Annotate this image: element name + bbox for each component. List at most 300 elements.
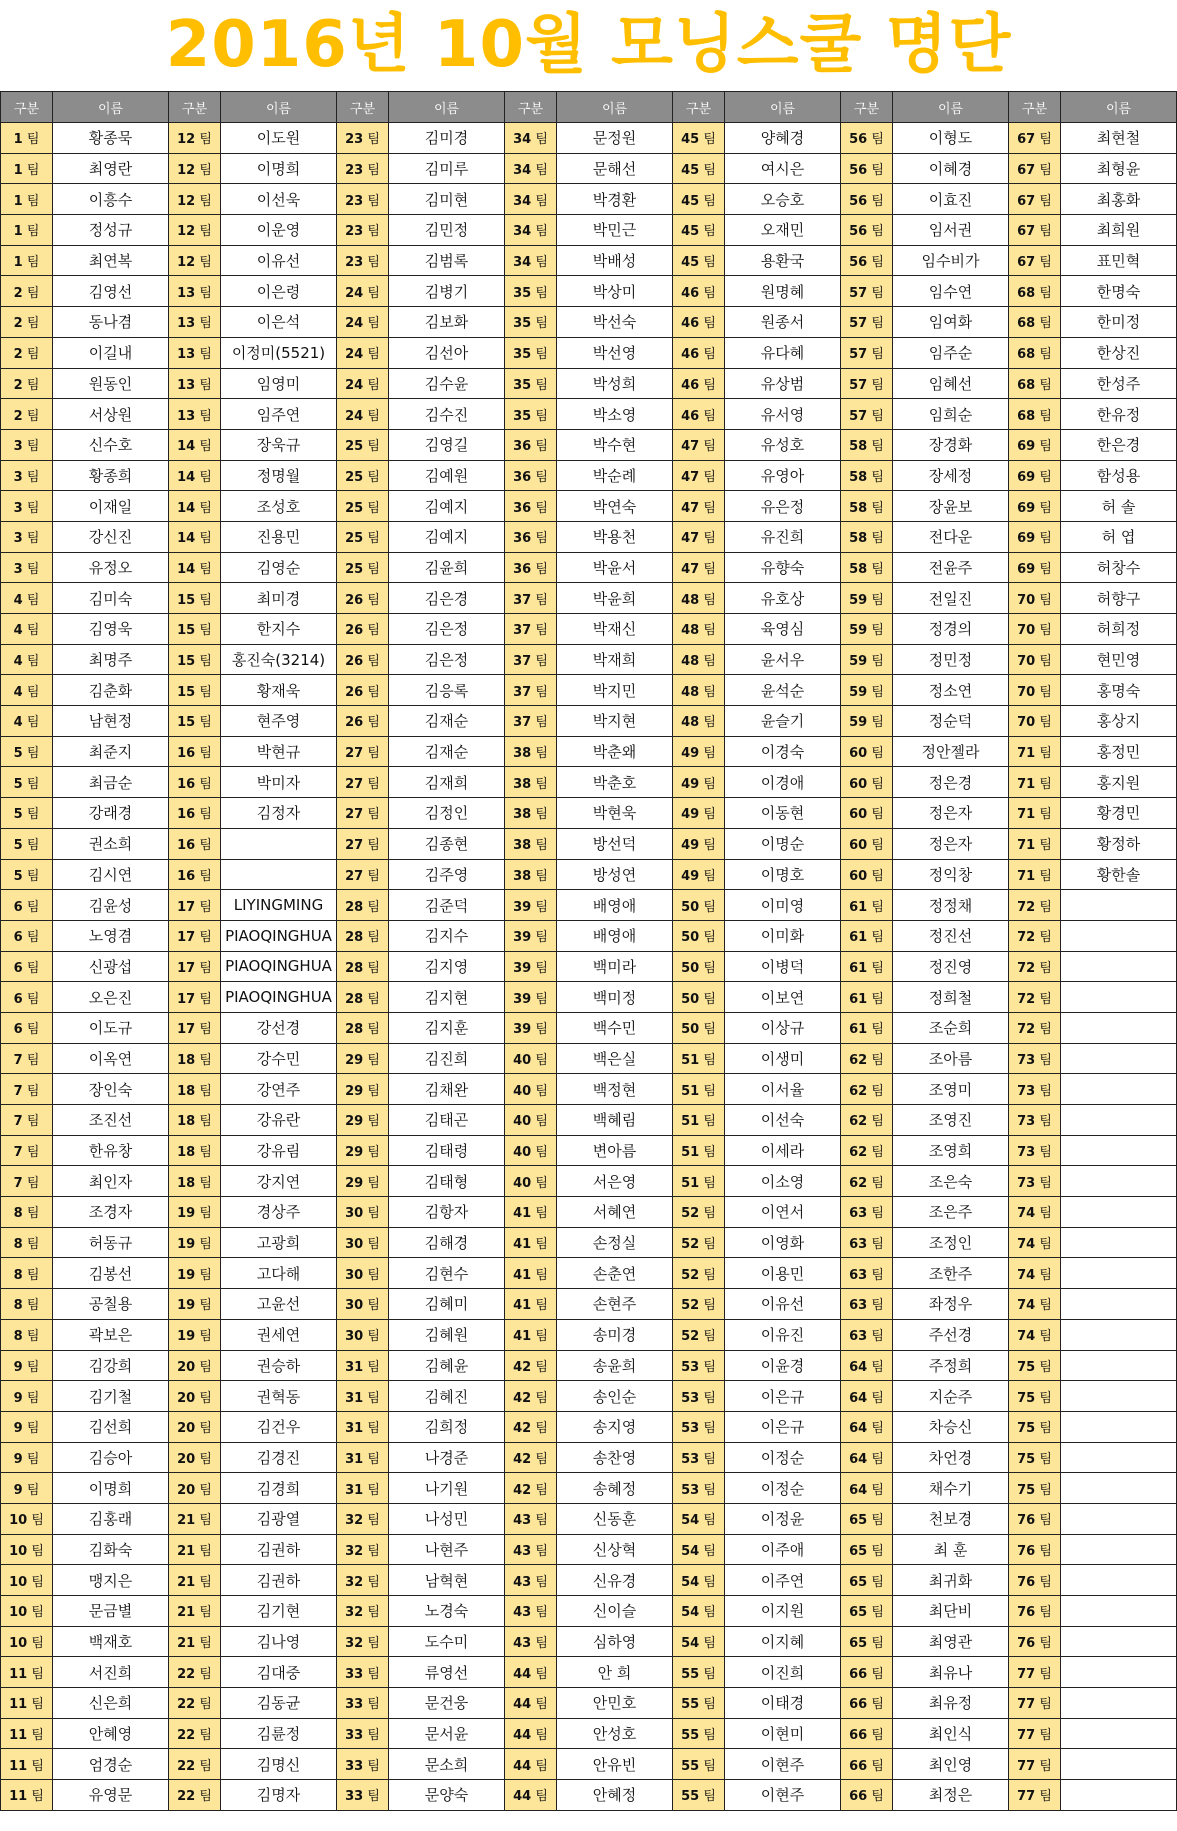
team-cell xyxy=(337,337,389,368)
team-suffix: 팀 xyxy=(31,1789,44,1805)
member-name xyxy=(1061,951,1177,982)
team-cell xyxy=(169,215,221,246)
team-suffix: 팀 xyxy=(535,1451,548,1467)
member-name: 정은자 xyxy=(893,798,1009,829)
member-name: 주정희 xyxy=(893,1350,1009,1381)
team-cell xyxy=(1,614,53,645)
member-name xyxy=(1061,1657,1177,1688)
team-suffix: 팀 xyxy=(871,960,884,976)
team-number: 65 xyxy=(849,1636,868,1652)
team-cell xyxy=(1009,1503,1061,1534)
member-name: 이도원 xyxy=(221,123,337,154)
member-name: 박재신 xyxy=(557,614,673,645)
team-number: 72 xyxy=(1017,1022,1036,1038)
team-number: 76 xyxy=(1017,1636,1036,1652)
table-row xyxy=(1,552,1177,583)
team-number: 45 xyxy=(681,255,700,271)
member-name: 황한솔 xyxy=(1061,859,1177,890)
team-number: 66 xyxy=(849,1728,868,1744)
table-row xyxy=(1,583,1177,614)
team-suffix: 팀 xyxy=(26,469,40,485)
team-suffix: 팀 xyxy=(26,439,40,455)
member-name: 김민정 xyxy=(389,215,505,246)
member-name: 홍명숙 xyxy=(1061,675,1177,706)
team-suffix: 팀 xyxy=(199,255,212,271)
team-suffix: 팀 xyxy=(1039,1513,1052,1529)
team-cell xyxy=(673,1780,725,1811)
table-row xyxy=(1,982,1177,1013)
member-name xyxy=(1061,890,1177,921)
team-cell xyxy=(1,1105,53,1136)
team-cell xyxy=(505,1534,557,1565)
member-name: 김시연 xyxy=(53,859,169,890)
team-number: 28 xyxy=(345,991,364,1007)
member-name: 김미루 xyxy=(389,153,505,184)
team-cell xyxy=(673,368,725,399)
team-cell xyxy=(337,1012,389,1043)
team-suffix: 팀 xyxy=(871,1083,884,1099)
team-suffix: 팀 xyxy=(871,1574,884,1590)
team-cell xyxy=(1009,399,1061,430)
team-suffix: 팀 xyxy=(1039,1052,1052,1068)
team-cell xyxy=(1009,337,1061,368)
team-suffix: 팀 xyxy=(199,715,212,731)
header-group-6: 구분 xyxy=(841,92,893,123)
member-name: 조진선 xyxy=(53,1105,169,1136)
team-cell xyxy=(673,1319,725,1350)
team-cell xyxy=(1,1411,53,1442)
member-name: 김나영 xyxy=(221,1626,337,1657)
team-cell xyxy=(505,798,557,829)
team-suffix: 팀 xyxy=(1039,1206,1052,1222)
table-row xyxy=(1,828,1177,859)
team-cell xyxy=(505,1197,557,1228)
team-cell xyxy=(1,1657,53,1688)
team-number: 13 xyxy=(177,347,196,363)
team-suffix: 팀 xyxy=(703,1114,716,1130)
team-suffix: 팀 xyxy=(871,1359,884,1375)
team-cell xyxy=(1009,245,1061,276)
member-name: 신유경 xyxy=(557,1565,673,1596)
member-name: 김지수 xyxy=(389,920,505,951)
team-cell xyxy=(841,1534,893,1565)
member-name xyxy=(1061,1289,1177,1320)
member-name: 김혜윤 xyxy=(389,1350,505,1381)
member-name: 김혜원 xyxy=(389,1319,505,1350)
member-name: 조한주 xyxy=(893,1258,1009,1289)
team-number: 74 xyxy=(1017,1206,1036,1222)
member-name: 김예지 xyxy=(389,491,505,522)
member-name: 임수비가 xyxy=(893,245,1009,276)
team-suffix: 팀 xyxy=(871,377,884,393)
member-name: 한명숙 xyxy=(1061,276,1177,307)
member-name: 최형윤 xyxy=(1061,153,1177,184)
member-name: 지순주 xyxy=(893,1381,1009,1412)
team-suffix: 팀 xyxy=(199,1298,212,1314)
team-number: 7 xyxy=(13,1145,23,1161)
team-suffix: 팀 xyxy=(199,561,212,577)
member-name xyxy=(1061,1442,1177,1473)
member-name: 안유빈 xyxy=(557,1749,673,1780)
member-name: 류영선 xyxy=(389,1657,505,1688)
team-number: 63 xyxy=(849,1298,868,1314)
team-number: 15 xyxy=(177,592,196,608)
team-cell xyxy=(1009,828,1061,859)
team-number: 24 xyxy=(345,285,364,301)
member-name: 남현정 xyxy=(53,706,169,737)
team-suffix: 팀 xyxy=(199,1175,212,1191)
team-number: 42 xyxy=(513,1390,532,1406)
team-number: 23 xyxy=(345,255,364,271)
team-suffix: 팀 xyxy=(1039,715,1052,731)
team-suffix: 팀 xyxy=(199,899,212,915)
team-cell xyxy=(673,1749,725,1780)
table-row xyxy=(1,1565,1177,1596)
member-name xyxy=(1061,1503,1177,1534)
team-number: 10 xyxy=(9,1513,28,1529)
team-number: 47 xyxy=(681,469,700,485)
member-name: 홍지원 xyxy=(1061,767,1177,798)
table-row xyxy=(1,1043,1177,1074)
team-suffix: 팀 xyxy=(26,224,40,240)
member-name: 정희철 xyxy=(893,982,1009,1013)
team-number: 51 xyxy=(681,1083,700,1099)
team-suffix: 팀 xyxy=(871,1145,884,1161)
team-suffix: 팀 xyxy=(1039,838,1052,854)
member-name: 윤슬기 xyxy=(725,706,841,737)
team-cell xyxy=(1,859,53,890)
team-suffix: 팀 xyxy=(199,1237,212,1253)
team-number: 42 xyxy=(513,1359,532,1375)
team-suffix: 팀 xyxy=(26,715,40,731)
table-row xyxy=(1,1166,1177,1197)
team-cell xyxy=(337,583,389,614)
team-suffix: 팀 xyxy=(1039,1482,1052,1498)
member-name: 이명호 xyxy=(725,859,841,890)
team-number: 7 xyxy=(13,1175,23,1191)
team-suffix: 팀 xyxy=(535,1758,548,1774)
team-cell xyxy=(505,1442,557,1473)
team-suffix: 팀 xyxy=(367,807,380,823)
member-name: 나기원 xyxy=(389,1473,505,1504)
member-name: 김병기 xyxy=(389,276,505,307)
team-cell xyxy=(1,307,53,338)
team-suffix: 팀 xyxy=(871,255,884,271)
member-name: 조영진 xyxy=(893,1105,1009,1136)
team-cell xyxy=(1,491,53,522)
team-number: 61 xyxy=(849,930,868,946)
team-number: 26 xyxy=(345,715,364,731)
team-number: 68 xyxy=(1017,347,1036,363)
team-number: 76 xyxy=(1017,1605,1036,1621)
team-suffix: 팀 xyxy=(199,960,212,976)
team-number: 37 xyxy=(513,715,532,731)
team-cell xyxy=(337,460,389,491)
team-cell xyxy=(673,1503,725,1534)
team-number: 63 xyxy=(849,1267,868,1283)
team-number: 38 xyxy=(513,807,532,823)
team-number: 11 xyxy=(9,1789,28,1805)
member-name: 이효진 xyxy=(893,184,1009,215)
team-suffix: 팀 xyxy=(871,561,884,577)
team-cell xyxy=(673,798,725,829)
team-number: 40 xyxy=(513,1175,532,1191)
team-number: 40 xyxy=(513,1114,532,1130)
team-cell xyxy=(841,368,893,399)
team-number: 64 xyxy=(849,1390,868,1406)
team-cell xyxy=(505,1565,557,1596)
team-number: 9 xyxy=(13,1359,23,1375)
team-cell xyxy=(841,1749,893,1780)
team-number: 37 xyxy=(513,654,532,670)
member-name: 정명월 xyxy=(221,460,337,491)
team-number: 16 xyxy=(177,868,196,884)
member-name: 천보경 xyxy=(893,1503,1009,1534)
team-cell xyxy=(673,1473,725,1504)
team-number: 62 xyxy=(849,1083,868,1099)
team-number: 49 xyxy=(681,746,700,762)
member-name: 임수연 xyxy=(893,276,1009,307)
member-name: 이경애 xyxy=(725,767,841,798)
team-suffix: 팀 xyxy=(703,500,716,516)
team-number: 70 xyxy=(1017,715,1036,731)
member-name: 김응록 xyxy=(389,675,505,706)
team-cell xyxy=(337,1473,389,1504)
member-name: 백은실 xyxy=(557,1043,673,1074)
member-name: 이동현 xyxy=(725,798,841,829)
team-number: 48 xyxy=(681,592,700,608)
team-cell xyxy=(841,1105,893,1136)
team-cell xyxy=(169,675,221,706)
team-cell xyxy=(505,399,557,430)
member-name: 최유정 xyxy=(893,1688,1009,1719)
team-number: 57 xyxy=(849,347,868,363)
team-cell xyxy=(337,368,389,399)
team-cell xyxy=(1009,521,1061,552)
team-cell xyxy=(841,1657,893,1688)
team-number: 17 xyxy=(177,899,196,915)
team-suffix: 팀 xyxy=(367,1267,380,1283)
team-number: 5 xyxy=(13,838,23,854)
member-name: 최금순 xyxy=(53,767,169,798)
member-name: 유다혜 xyxy=(725,337,841,368)
team-suffix: 팀 xyxy=(367,1083,380,1099)
team-suffix: 팀 xyxy=(26,623,40,639)
member-name: 임혜선 xyxy=(893,368,1009,399)
team-suffix: 팀 xyxy=(703,1267,716,1283)
member-name: 김영길 xyxy=(389,429,505,460)
team-suffix: 팀 xyxy=(703,868,716,884)
member-name: 김태곤 xyxy=(389,1105,505,1136)
team-cell xyxy=(169,1258,221,1289)
team-number: 10 xyxy=(9,1574,28,1590)
member-name: 김현수 xyxy=(389,1258,505,1289)
team-suffix: 팀 xyxy=(1039,285,1052,301)
team-cell xyxy=(505,1074,557,1105)
team-number: 42 xyxy=(513,1451,532,1467)
team-suffix: 팀 xyxy=(535,469,548,485)
team-number: 14 xyxy=(177,531,196,547)
team-suffix: 팀 xyxy=(535,377,548,393)
team-cell xyxy=(1009,276,1061,307)
team-number: 69 xyxy=(1017,561,1036,577)
table-row xyxy=(1,1534,1177,1565)
member-name: 이영화 xyxy=(725,1227,841,1258)
team-suffix: 팀 xyxy=(26,1451,40,1467)
member-name: 서은영 xyxy=(557,1166,673,1197)
team-suffix: 팀 xyxy=(1039,1359,1052,1375)
member-name: 김광열 xyxy=(221,1503,337,1534)
team-number: 4 xyxy=(13,623,23,639)
team-suffix: 팀 xyxy=(367,654,380,670)
team-number: 14 xyxy=(177,469,196,485)
team-number: 77 xyxy=(1017,1728,1036,1744)
member-name: 김미경 xyxy=(389,123,505,154)
member-name: 임주순 xyxy=(893,337,1009,368)
table-row xyxy=(1,675,1177,706)
team-number: 34 xyxy=(513,132,532,148)
member-name: 홍진숙(3214) xyxy=(221,644,337,675)
member-name: 진용민 xyxy=(221,521,337,552)
team-suffix: 팀 xyxy=(871,1421,884,1437)
team-number: 4 xyxy=(13,592,23,608)
team-number: 46 xyxy=(681,347,700,363)
team-cell xyxy=(505,675,557,706)
team-cell xyxy=(337,1319,389,1350)
team-suffix: 팀 xyxy=(1039,439,1052,455)
team-cell xyxy=(1009,951,1061,982)
team-cell xyxy=(1009,1565,1061,1596)
table-row xyxy=(1,276,1177,307)
team-cell xyxy=(505,859,557,890)
member-name: 조아름 xyxy=(893,1043,1009,1074)
team-cell xyxy=(1,706,53,737)
team-cell xyxy=(673,706,725,737)
team-cell xyxy=(1009,1534,1061,1565)
team-cell xyxy=(169,399,221,430)
team-number: 28 xyxy=(345,930,364,946)
team-suffix: 팀 xyxy=(703,1022,716,1038)
team-suffix: 팀 xyxy=(26,255,40,271)
member-name: 백수민 xyxy=(557,1012,673,1043)
team-cell xyxy=(505,491,557,522)
member-name: 김영선 xyxy=(53,276,169,307)
team-cell xyxy=(337,1534,389,1565)
team-suffix: 팀 xyxy=(367,1114,380,1130)
team-cell xyxy=(1009,798,1061,829)
team-number: 50 xyxy=(681,991,700,1007)
team-suffix: 팀 xyxy=(1039,316,1052,332)
team-suffix: 팀 xyxy=(199,469,212,485)
team-cell xyxy=(505,1012,557,1043)
team-number: 8 xyxy=(13,1237,23,1253)
team-cell xyxy=(841,429,893,460)
member-name: 최홍화 xyxy=(1061,184,1177,215)
member-name: 김기현 xyxy=(221,1596,337,1627)
member-name: 이은령 xyxy=(221,276,337,307)
member-name: 정안젤라 xyxy=(893,736,1009,767)
team-number: 41 xyxy=(513,1206,532,1222)
table-row xyxy=(1,890,1177,921)
member-name: 박성희 xyxy=(557,368,673,399)
team-number: 41 xyxy=(513,1329,532,1345)
team-number: 5 xyxy=(13,746,23,762)
member-name: 김은경 xyxy=(389,583,505,614)
team-number: 46 xyxy=(681,377,700,393)
team-suffix: 팀 xyxy=(1039,347,1052,363)
team-number: 68 xyxy=(1017,408,1036,424)
team-number: 42 xyxy=(513,1482,532,1498)
member-name: 임희순 xyxy=(893,399,1009,430)
team-suffix: 팀 xyxy=(703,715,716,731)
team-number: 24 xyxy=(345,408,364,424)
team-cell xyxy=(841,798,893,829)
member-name: 신수호 xyxy=(53,429,169,460)
team-suffix: 팀 xyxy=(26,1022,40,1038)
team-cell xyxy=(169,1688,221,1719)
header-group-7: 구분 xyxy=(1009,92,1061,123)
team-suffix: 팀 xyxy=(199,930,212,946)
team-number: 20 xyxy=(177,1359,196,1375)
member-name: 손춘연 xyxy=(557,1258,673,1289)
team-suffix: 팀 xyxy=(199,623,212,639)
team-suffix: 팀 xyxy=(535,1267,548,1283)
member-name: 조경자 xyxy=(53,1197,169,1228)
team-number: 35 xyxy=(513,377,532,393)
team-suffix: 팀 xyxy=(871,316,884,332)
team-cell xyxy=(169,1596,221,1627)
member-name: 임서권 xyxy=(893,215,1009,246)
member-name: 최인영 xyxy=(893,1749,1009,1780)
member-name: 고다해 xyxy=(221,1258,337,1289)
team-number: 11 xyxy=(9,1758,28,1774)
team-number: 1 xyxy=(13,132,23,148)
team-number: 58 xyxy=(849,469,868,485)
member-name: 최준지 xyxy=(53,736,169,767)
team-cell xyxy=(337,890,389,921)
team-number: 56 xyxy=(849,255,868,271)
table-row xyxy=(1,1381,1177,1412)
team-number: 39 xyxy=(513,960,532,976)
team-number: 31 xyxy=(345,1482,364,1498)
team-number: 46 xyxy=(681,408,700,424)
team-number: 41 xyxy=(513,1298,532,1314)
team-cell xyxy=(169,1350,221,1381)
team-suffix: 팀 xyxy=(703,1421,716,1437)
team-number: 50 xyxy=(681,1022,700,1038)
team-number: 44 xyxy=(513,1666,532,1682)
team-suffix: 팀 xyxy=(871,776,884,792)
member-name: 유영문 xyxy=(53,1780,169,1811)
team-cell xyxy=(337,828,389,859)
team-suffix: 팀 xyxy=(26,1052,40,1068)
team-suffix: 팀 xyxy=(367,991,380,1007)
member-name: 이은석 xyxy=(221,307,337,338)
team-cell xyxy=(1009,1411,1061,1442)
team-suffix: 팀 xyxy=(1039,746,1052,762)
team-number: 75 xyxy=(1017,1451,1036,1467)
team-cell xyxy=(169,1135,221,1166)
team-number: 64 xyxy=(849,1451,868,1467)
team-cell xyxy=(841,614,893,645)
member-name xyxy=(1061,1534,1177,1565)
team-cell xyxy=(673,951,725,982)
table-row xyxy=(1,1227,1177,1258)
team-cell xyxy=(841,583,893,614)
team-cell xyxy=(1009,736,1061,767)
team-suffix: 팀 xyxy=(1039,1697,1052,1713)
member-name: 박지민 xyxy=(557,675,673,706)
